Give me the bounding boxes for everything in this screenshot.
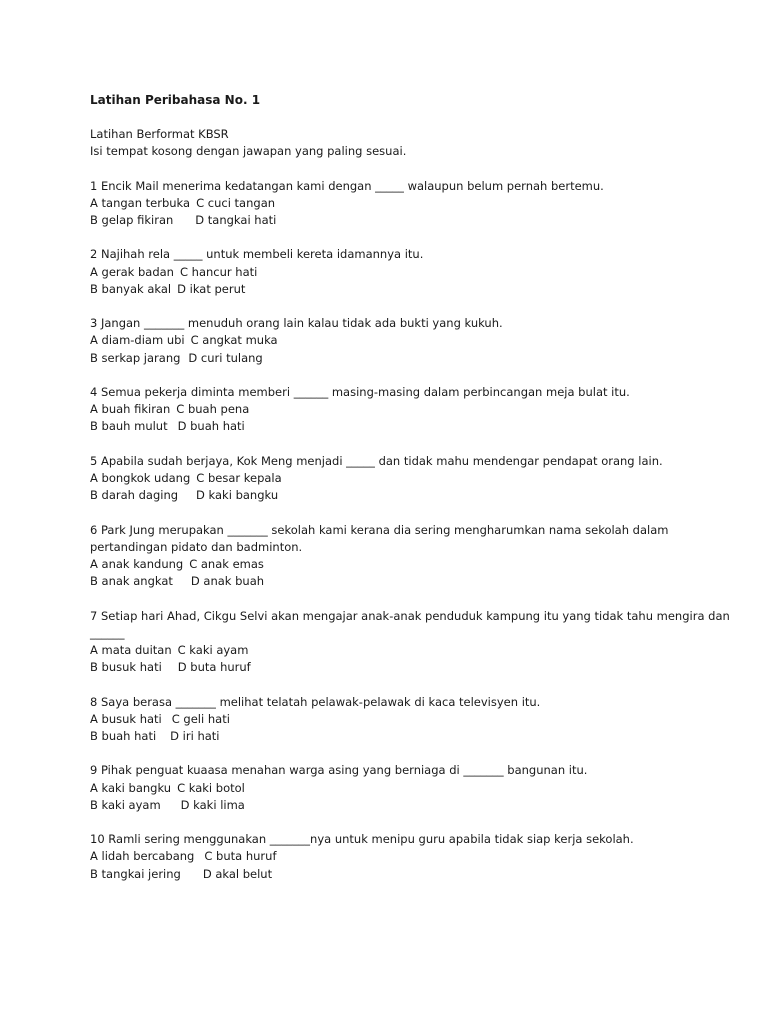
options-row [90, 264, 730, 281]
question-text: 10 Ramli sering menggunakan _______nya untuk menipu guru apabila tidak siap kerja sekolah. [90, 832, 634, 847]
option-c: C angkat muka [190, 333, 278, 348]
question-item [90, 315, 730, 367]
answer-options [90, 848, 730, 882]
option-b: B darah daging [90, 488, 179, 503]
option-b: B banyak akal [90, 281, 172, 296]
option-b: B bauh mulut [90, 419, 168, 434]
question-item [90, 831, 730, 883]
option-a: A diam-diam ubi [90, 333, 185, 348]
question-text: 2 Najihah rela _____ untuk membeli kereta idamannya itu. [90, 247, 424, 262]
options-row [90, 642, 730, 659]
answer-options [90, 780, 730, 814]
option-a: A lidah bercabang [90, 849, 195, 864]
option-d: D buta huruf [177, 660, 251, 675]
question-text: 6 Park Jung merupakan _______ sekolah kami kerana dia sering mengharumkan nama sekolah dalam pertandingan pidato dan badminton. [90, 522, 669, 554]
option-d: D curi tulang [188, 350, 263, 365]
document-content [90, 92, 730, 883]
option-d: D tangkai hati [195, 213, 277, 227]
options-row [90, 728, 730, 745]
option-b: B busuk hati [90, 660, 162, 675]
options-row [90, 401, 730, 418]
options-row [90, 780, 730, 797]
options-row [90, 470, 730, 487]
option-c: C kaki ayam [177, 642, 249, 657]
options-row [90, 711, 730, 728]
answer-options [90, 711, 730, 745]
question-item [90, 246, 730, 298]
question-text: 9 Pihak penguat kuaasa menahan warga asing yang berniaga di _______ bangunan itu. [90, 763, 588, 778]
option-d: D iri hati [170, 728, 220, 743]
instruction-text: Isi tempat kosong dengan jawapan yang paling sesuai. [90, 144, 407, 159]
option-c: C buah pena [176, 402, 250, 417]
option-c: C cuci tangan [196, 195, 276, 210]
options-row [90, 332, 730, 349]
question-item [90, 178, 730, 230]
option-b: B buah hati [90, 728, 157, 743]
options-row [90, 195, 730, 212]
option-a: A gerak badan [90, 264, 174, 279]
page-title: Latihan Peribahasa No. 1 [90, 93, 261, 107]
options-row [90, 573, 730, 590]
question-item [90, 522, 730, 591]
option-d: D akal belut [202, 866, 273, 881]
option-c: C anak emas [189, 556, 264, 571]
question-text: 1 Encik Mail menerima kedatangan kami dengan _____ walaupun belum pernah bertemu. [90, 178, 604, 193]
subtitle: Latihan Berformat KBSR [90, 127, 229, 141]
option-a: A anak kandung [90, 556, 184, 571]
options-row [90, 556, 730, 573]
option-d: D anak buah [190, 574, 265, 589]
question-item [90, 762, 730, 814]
option-a: A mata duitan [90, 642, 172, 657]
option-b: B gelap fikiran [90, 213, 174, 227]
answer-options [90, 470, 730, 504]
answer-options [90, 332, 730, 366]
option-b: B serkap jarang [90, 350, 181, 365]
option-c: C besar kepala [196, 470, 282, 485]
answer-options [90, 556, 730, 590]
options-row [90, 281, 730, 298]
option-d: D buah hati [177, 419, 245, 434]
answer-options [90, 642, 730, 676]
option-a: A busuk hati [90, 711, 162, 726]
options-row [90, 212, 730, 229]
options-row [90, 487, 730, 504]
question-item [90, 453, 730, 505]
option-b: B kaki ayam [90, 797, 161, 812]
question-item [90, 384, 730, 436]
question-text: 4 Semua pekerja diminta memberi ______ masing-masing dalam perbincangan meja bulat itu. [90, 384, 630, 399]
question-text: 5 Apabila sudah berjaya, Kok Meng menjadi _____ dan tidak mahu mendengar pendapat orang lain. [90, 453, 663, 468]
option-d: D kaki bangku [196, 488, 279, 503]
intro-block [90, 126, 730, 160]
option-b: B anak angkat [90, 574, 173, 589]
answer-options [90, 401, 730, 435]
options-row [90, 866, 730, 883]
question-item [90, 608, 730, 677]
option-c: C geli hati [171, 711, 230, 726]
options-row [90, 659, 730, 676]
option-a: A kaki bangku [90, 780, 172, 795]
option-b: B tangkai jering [90, 866, 181, 881]
question-item [90, 694, 730, 746]
question-text: 7 Setiap hari Ahad, Cikgu Selvi akan mengajar anak-anak penduduk kampung itu yang tidak tahu mengira dan ______ [90, 608, 730, 640]
option-c: C kaki botol [177, 780, 245, 795]
options-row [90, 848, 730, 865]
option-a: A bongkok udang [90, 470, 191, 485]
option-c: C buta huruf [204, 849, 277, 864]
options-row [90, 797, 730, 814]
option-c: C hancur hati [179, 264, 258, 279]
question-text: 8 Saya berasa _______ melihat telatah pelawak-pelawak di kaca televisyen itu. [90, 694, 541, 709]
options-row [90, 350, 730, 367]
answer-options [90, 264, 730, 298]
option-a: A buah fikiran [90, 402, 171, 417]
question-text: 3 Jangan _______ menuduh orang lain kalau tidak ada bukti yang kukuh. [90, 316, 503, 331]
answer-options [90, 195, 730, 229]
options-row [90, 418, 730, 435]
option-d: D ikat perut [177, 281, 246, 296]
option-a: A tangan terbuka [90, 195, 191, 210]
option-d: D kaki lima [180, 797, 245, 812]
